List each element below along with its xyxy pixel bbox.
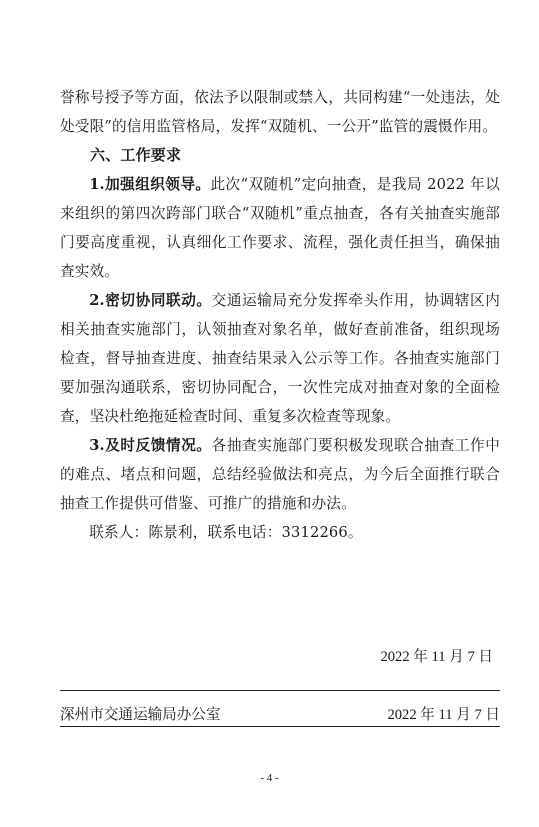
paragraph-item-3 [60,431,500,518]
page-number: - 4 - [260,772,279,784]
footer-office: 深州市交通运输局办公室 [60,707,221,723]
paragraph-continuation: 誉称号授予等方面，依法予以限制或禁入，共同构建“一处违法，处处受限”的信用监管格局，发挥“双随机、一公开”监管的震慑作用。 [60,89,500,135]
item-2-lead: 2.密切协同联动。 [89,292,212,309]
item-1-lead: 1.加强组织领导。 [89,176,211,193]
paragraph-item-2 [60,286,500,431]
document-body [60,83,500,547]
item-2-body: 交通运输局充分发挥牵头作用，协调辖区内相关抽查实施部门，认领抽查对象名单，做好查前准备，组织现场检查，督导抽查进度、抽查结果录入公示等工作。各抽查实施部门要加强沟通联系，密切协同配合，一次性完成对抽查对象的全面检查，坚决杜绝拖延检查时间、重复多次检查等现象。 [60,292,500,425]
footer-row [60,703,500,724]
signature-date: 2022 年 11 月 7 日 [380,649,493,665]
paragraph-item-1 [60,170,500,286]
item-3-body: 各抽查实施部门要积极发现联合抽查工作中的难点、堵点和问题，总结经验做法和亮点，为今后全面推行联合抽查工作提供可借鉴、可推广的措施和办法。 [60,437,500,512]
footer-date: 2022 年 11 月 7 日 [387,707,500,723]
item-1-body: 此次“双随机”定向抽查，是我局 2022 年以来组织的第四次跨部门联合“双随机”重点抽查，各有关抽查实施部门要高度重视，认真细化工作要求、流程，强化责任担当，确保抽查实效。 [60,176,500,280]
footer-rule-top [60,690,500,691]
footer-rule-bottom [60,726,500,727]
contact-line: 联系人：陈景利，联系电话：3312266。 [89,524,363,541]
section-heading: 六、工作要求 [90,146,182,164]
item-3-lead: 3.及时反馈情况。 [89,437,212,454]
